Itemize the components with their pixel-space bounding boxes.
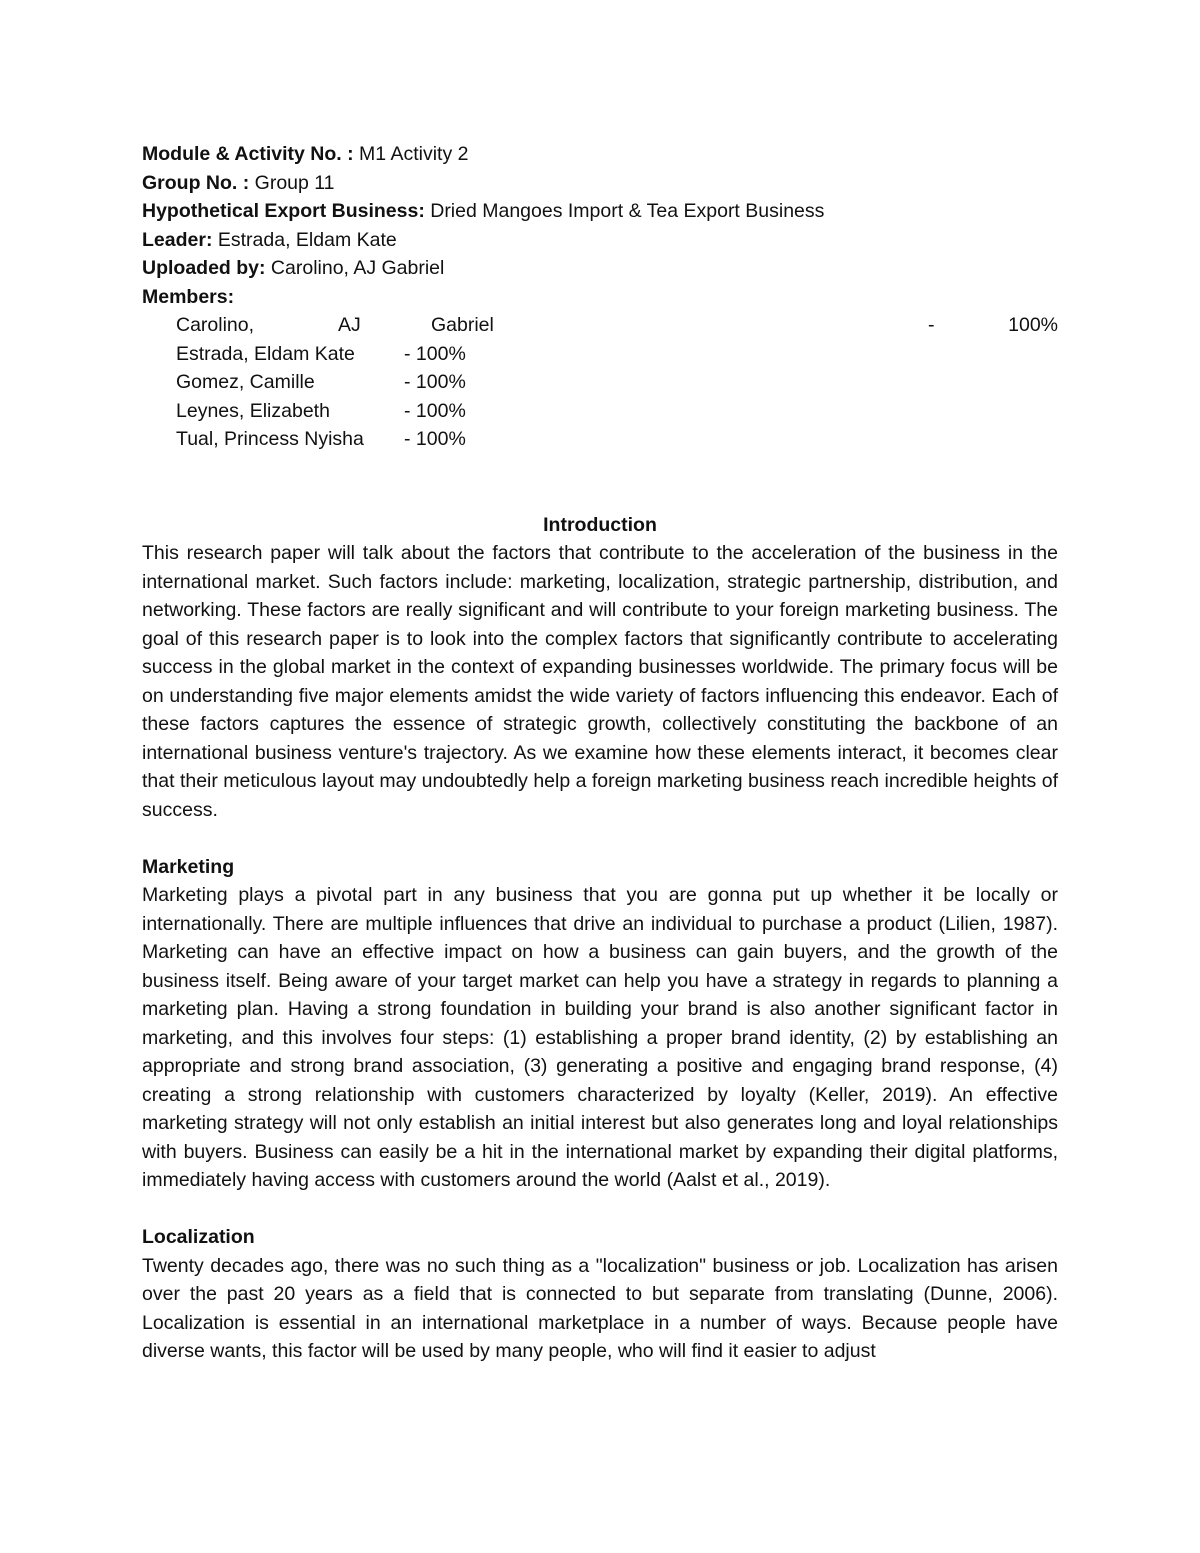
module-value: M1 Activity 2 — [353, 143, 469, 165]
member-row — [142, 368, 1058, 397]
leader-key: Leader: — [142, 228, 213, 251]
member-name: Leynes, Elizabeth — [176, 399, 330, 422]
business-line — [142, 197, 1058, 226]
group-key: Group No. : — [142, 171, 250, 194]
member-word: Carolino, — [176, 314, 255, 336]
section-title-localization: Localization — [142, 1226, 255, 1248]
section-body-localization: Twenty decades ago, there was no such thing as a "localization" business or job. Localization has arisen over the past 20 years as a field that is connected to but separate from translating (Dunne, 2006). Localization is essential in an international marketplace in a number of ways. Because people have diverse wants, this factor will be used by many people, who will find it easier to adjust — [142, 1254, 1058, 1362]
module-key: Module & Activity No. : — [142, 143, 354, 165]
member-row — [142, 397, 1058, 426]
members-label-line — [142, 283, 1058, 312]
members-label: Members: — [142, 285, 235, 308]
member-row — [142, 340, 1058, 369]
member-word: Gabriel — [431, 314, 494, 336]
leader-value: Estrada, Eldam Kate — [212, 228, 397, 251]
member-percent: - 100% — [404, 342, 466, 365]
member-row — [142, 311, 1058, 340]
member-name: Estrada, Eldam Kate — [176, 342, 355, 365]
leader-line — [142, 226, 1058, 255]
section-body-marketing: Marketing plays a pivotal part in any business that you are gonna put up whether it be locally or internationally. There are multiple influences that drive an individual to purchase a product (Lilien, 1987). Marketing can have an effective impact on how a business can gain buyers, and the growth of the business itself. Being aware of your target market can help you have a strategy in regards to planning a marketing plan. Having a strong foundation in building your brand is also another significant factor in marketing, and this involves four steps: (1) establishing a proper brand identity, (2) by establishing an appropriate and strong brand association, (3) generating a positive and engaging brand response, (4) creating a strong relationship with customers characterized by loyalty (Keller, 2019). An effective marketing strategy will not only establish an initial interest but also generates long and loyal relationships with buyers. Business can easily be a hit in the international market by expanding their digital platforms, immediately having access with customers around the world (Aalst et al., 2019). — [142, 884, 1058, 1191]
member-percent: - 100% — [404, 399, 466, 422]
section-body-introduction: This research paper will talk about the factors that contribute to the acceleration of the business in the international market. Such factors include: marketing, localization, strategic partnership, distribution, and networking. These factors are really significant and will contribute to your foreign marketing business. The goal of this research paper is to look into the complex factors that significantly contribute to accelerating success in the global market in the context of expanding businesses worldwide. The primary focus will be on understanding five major elements amidst the wide variety of factors influencing this endeavor. Each of these factors captures the essence of strategic growth, collectively constituting the backbone of an international business venture's trajectory. As we examine how these elements interact, it becomes clear that their meticulous layout may undoubtedly help a foreign marketing business reach incredible heights of success. — [142, 542, 1058, 821]
member-row — [142, 425, 1058, 454]
member-name: Tual, Princess Nyisha — [176, 428, 364, 450]
member-word: AJ — [338, 314, 361, 336]
business-key: Hypothetical Export Business: — [142, 200, 425, 222]
member-name: Gomez, Camille — [176, 371, 315, 393]
uploader-key: Uploaded by: — [142, 257, 266, 279]
member-percent: 100% — [1008, 314, 1058, 336]
uploader-value: Carolino, AJ Gabriel — [265, 257, 445, 279]
member-dash: - — [928, 314, 935, 336]
module-line — [142, 140, 1058, 169]
group-value: Group 11 — [249, 171, 335, 194]
members-list — [142, 311, 1058, 454]
member-percent: - 100% — [404, 428, 466, 450]
member-percent: - 100% — [404, 371, 466, 393]
business-value: Dried Mangoes Import & Tea Export Business — [424, 200, 825, 222]
uploader-line — [142, 254, 1058, 283]
document-page — [142, 140, 1058, 1366]
section-title-marketing: Marketing — [142, 855, 235, 878]
section-title-introduction: Introduction — [543, 513, 657, 536]
group-line — [142, 169, 1058, 198]
